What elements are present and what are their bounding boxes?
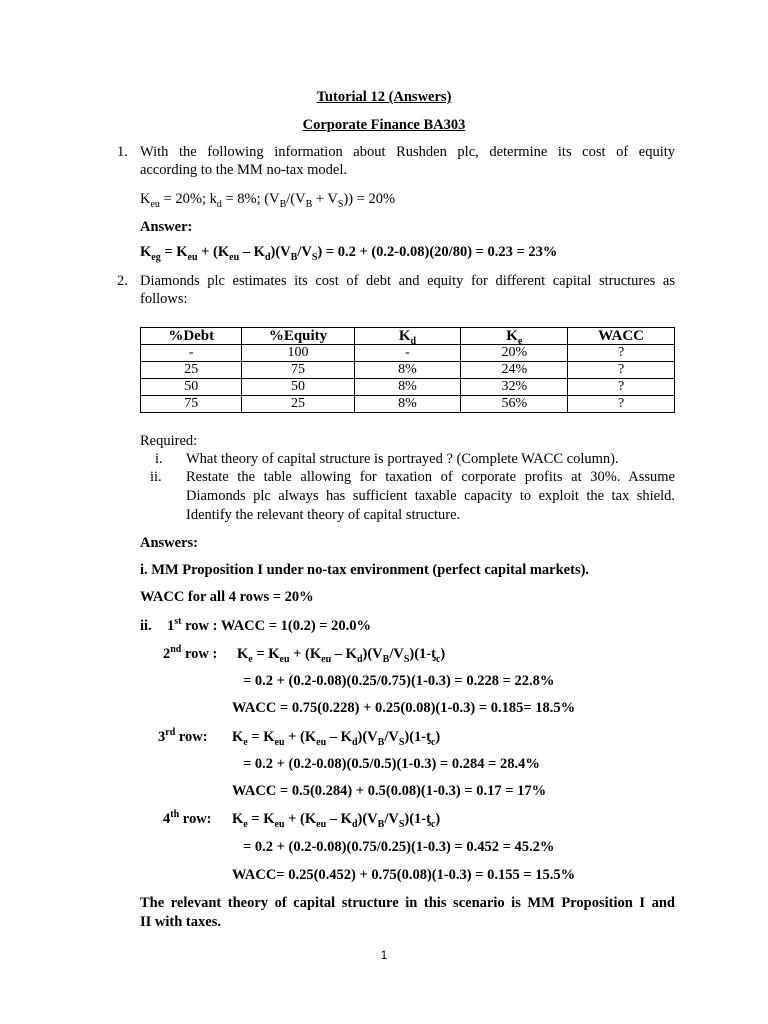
header-kd: $K_d$ [354,328,461,345]
table-cell: - [141,345,242,362]
req-ii-number: ii. [150,469,162,485]
table-cell: ? [568,379,675,396]
q2-line-1: Diamonds plc estimates its cost of debt and equity for different capital structures as [140,273,675,289]
row2-label: 2nd row : [163,644,218,662]
table-cell: 8% [354,379,461,396]
row4-ke-formula: $K_e = K_{eu} + (K_{eu}$ – $K_d)(V_B/V_S)(1-ƫ_c)$ [232,811,441,830]
table-cell: ? [568,362,675,379]
table-row [141,362,675,379]
header-equity: %Equity [242,328,354,345]
q1-number: 1. [117,144,128,160]
header-wacc: WACC [568,328,675,345]
req-ii-line-3: Identify the relevant theory of capital structure. [186,507,461,523]
table-cell: 50 [141,379,242,396]
table-cell: 100 [242,345,354,362]
table-header-row [141,328,675,345]
answers-label: Answers: [140,535,198,551]
row3-label: 3rd row: [158,727,208,745]
req-ii-line-1: Restate the table allowing for taxation of corporate profits at 30%. Assume [186,469,675,485]
table-row [141,396,675,413]
row4-calculation: = 0.2 + (0.2-0.08)(0.75/0.25)(1-0.3) = 0.452 = 45.2% [243,839,555,855]
table-cell: 25 [141,362,242,379]
table-cell: 75 [242,362,354,379]
row2-ke-formula: $K_e = K_{eu} + (K_{eu}$ – $K_d)(V_B/V_S)(1-ƫ_c)$ [237,646,446,665]
answer-i: i. MM Proposition I under no-tax environment (perfect capital markets). [140,562,590,578]
table-cell: 20% [461,345,568,362]
table-cell: ? [568,345,675,362]
q1-line-1: With the following information about Rushden plc, determine its cost of equity [140,144,675,160]
conclusion-line-1: The relevant theory of capital structure in this scenario is MM Proposition I and [140,895,675,911]
course-title: Corporate Finance BA303 [302,117,466,133]
req-i-text: What theory of capital structure is portrayed ? (Complete WACC column). [186,451,619,467]
table-cell: 32% [461,379,568,396]
conclusion-line-2: II with taxes. [140,914,221,930]
table-cell: ? [568,396,675,413]
wacc-all-rows: WACC for all 4 rows = 20% [140,589,314,605]
row4-label: 4th row: [163,809,212,827]
answer-ii-number: ii. [140,618,152,634]
table-cell: 25 [242,396,354,413]
table-cell: - [354,345,461,362]
header-debt: %Debt [141,328,242,345]
row3-ke-formula: $K_e = K_{eu} + (K_{eu}$ – $K_d)(V_B/V_S)(1-ƫ_c)$ [232,729,441,748]
capital-structure-table [140,327,675,413]
required-label: Required: [140,433,198,449]
q1-answer: $K_{eg} = K_{eu} + (K_{eu} - K_d)(V_B/V_S) = 0.2 + (0.2-0.08)(20/80) = 0.23 = 23\%$ [140,244,558,263]
q1-answer-label: Answer: [140,219,193,235]
table-cell: 56% [461,396,568,413]
table-cell: 8% [354,362,461,379]
table-cell: 50 [242,379,354,396]
row1-wacc: 1st row : WACC = 1(0.2) = 20.0% [167,616,372,634]
req-i-number: i. [155,451,163,467]
q2-number: 2. [117,273,128,289]
q2-line-2: follows: [140,291,188,307]
q1-line-2: according to the MM no-tax model. [140,162,347,178]
table-row [141,345,675,362]
row2-wacc: WACC = 0.75(0.228) + 0.25(0.08)(1-0.3) = 0.185= 18.5% [232,700,576,716]
table-cell: 8% [354,396,461,413]
page-title: Tutorial 12 (Answers) [316,89,452,105]
table-cell: 24% [461,362,568,379]
q1-givens: $K_{eu} = 20\%$; $k_d = 8\%$; $(V_B/(V_B + V_S)) = 20\%$ [140,191,396,210]
row3-calculation: = 0.2 + (0.2-0.08)(0.5/0.5)(1-0.3) = 0.284 = 28.4% [243,756,540,772]
header-ke: $K_e$ [461,328,568,345]
table-row [141,379,675,396]
page-number: 1 [380,948,388,962]
table-cell: 75 [141,396,242,413]
row2-calculation: = 0.2 + (0.2-0.08)(0.25/0.75)(1-0.3) = 0.228 = 22.8% [243,673,555,689]
row4-wacc: WACC= 0.25(0.452) + 0.75(0.08)(1-0.3) = 0.155 = 15.5% [232,867,576,883]
row3-wacc: WACC = 0.5(0.284) + 0.5(0.08)(1-0.3) = 0.17 = 17% [232,783,547,799]
req-ii-line-2: Diamonds plc always has sufficient taxable capacity to exploit the tax shield. [186,488,675,504]
